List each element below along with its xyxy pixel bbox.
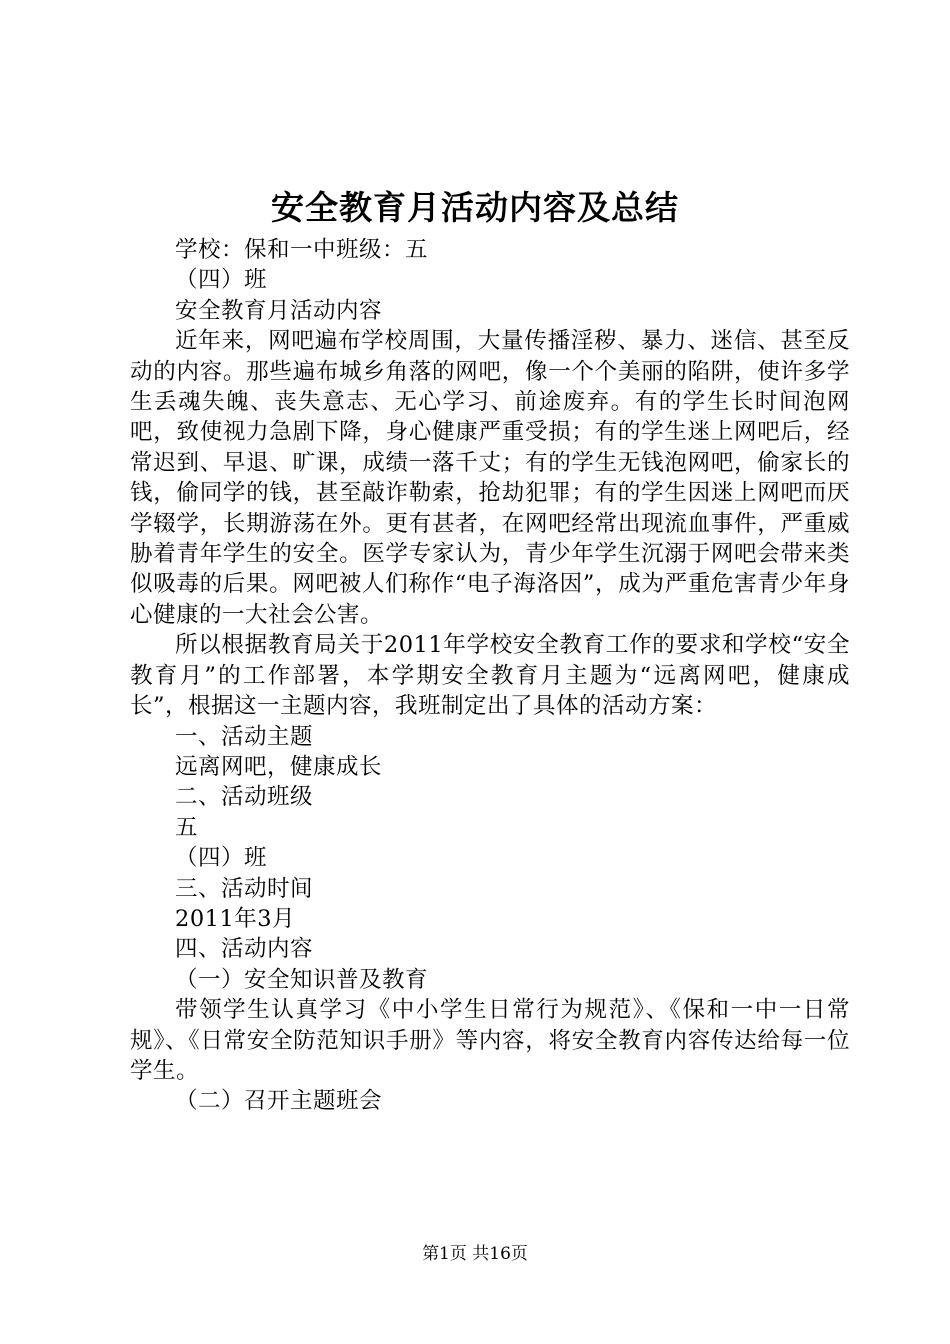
paragraph-activity-time: 2011年3月 — [175, 905, 296, 932]
heading-activity-theme: 一、活动主题 — [175, 723, 314, 750]
page-footer: 第1页 共16页 — [422, 1244, 528, 1264]
paragraph-theme-intro: 所以根据教育局关于2011年学校安全教育工作的要求和学校“安全教育月”的工作部署，本学期安全教育月主题为“远离网吧，健康成长”，根据这一主题内容，我班制定出了具体的活动方案： — [130, 632, 850, 720]
heading-activity-time: 三、活动时间 — [175, 875, 314, 902]
document-title: 安全教育月活动内容及总结 — [271, 188, 679, 227]
paragraph-section-heading: 安全教育月活动内容 — [175, 297, 383, 324]
paragraph-safety-knowledge: 带领学生认真学习《中小学生日常行为规范》、《保和一中一日常规》、《日常安全防范知识手册》等内容，将安全教育内容传达给每一位学生。 — [130, 997, 850, 1084]
heading-activity-class: 二、活动班级 — [175, 784, 314, 811]
document-body — [130, 208, 850, 1117]
paragraph-background: 近年来，网吧遍布学校周围，大量传播淫秽、暴力、迷信、甚至反动的内容。那些遍布城乡角落的网吧，像一个个美丽的陷阱，使许多学生丢魂失魄、丧失意志、无心学习、前途废弃。有的学生长时间泡网吧，致使视力急剧下降，身心健康严重受损；有的学生迷上网吧后，经常迟到、早退、旷课，成绩一落千丈；有的学生无钱泡网吧，偷家长的钱，偷同学的钱，甚至敲诈勒索，抢劫犯罪；有的学生因迷上网吧而厌学辍学，长期游荡在外。更有甚者，在网吧经常出现流血事件，严重威胁着青年学生的安全。医学专家认为，青少年学生沉溺于网吧会带来类似吸毒的后果。网吧被人们称作“电子海洛因”，成为严重危害青少年身心健康的一大社会公害。 — [130, 328, 850, 628]
paragraph-class-number: （四）班 — [175, 267, 268, 294]
paragraph-activity-theme: 远离网吧，健康成长 — [175, 753, 383, 780]
paragraph-class-grade: 五 — [175, 814, 199, 841]
subheading-safety-knowledge: （一）安全知识普及教育 — [175, 966, 429, 993]
heading-activity-content: 四、活动内容 — [175, 936, 314, 963]
paragraph-school-class: 学校：保和一中班级：五 — [175, 237, 429, 263]
subheading-class-meeting: （二）召开主题班会 — [175, 1088, 383, 1115]
paragraph-class-section: （四）班 — [175, 845, 268, 872]
